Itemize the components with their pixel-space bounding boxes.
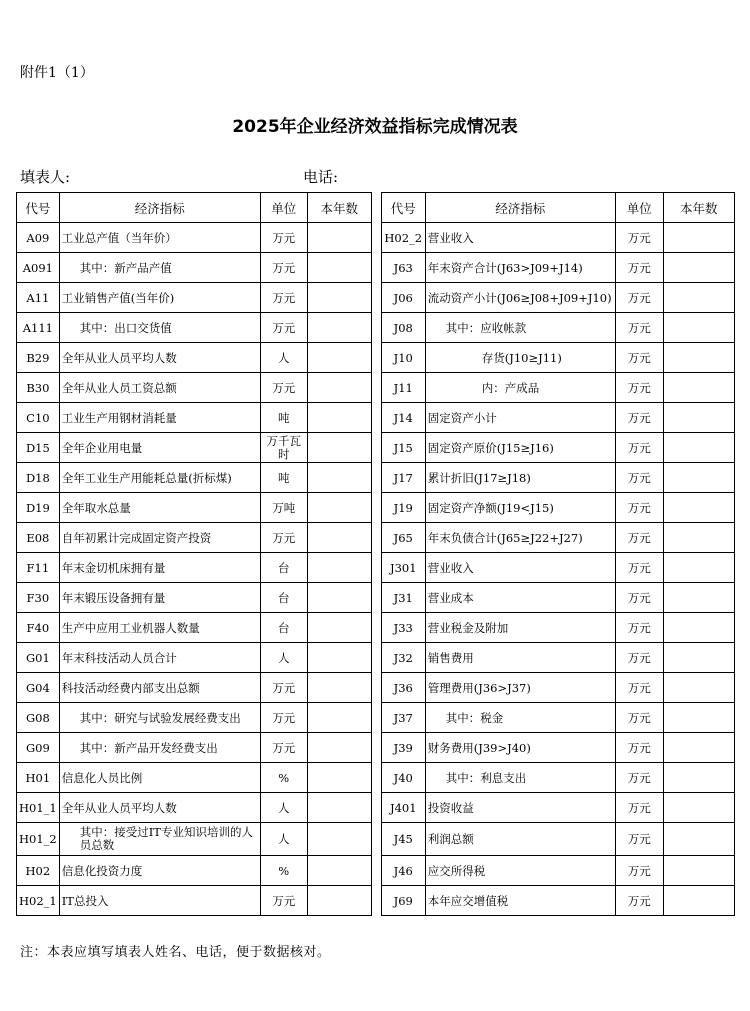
column-gap [371,523,381,553]
left-code-cell: G01 [17,643,60,673]
right-code-cell: J63 [381,253,425,283]
column-gap [371,493,381,523]
column-gap [371,823,381,856]
left-indicator-cell: 生产中应用工业机器人数量 [59,613,260,643]
left-indicator-cell: 全年企业用电量 [59,433,260,463]
right-indicator-cell: 累计折旧(J17≥J18) [425,463,615,493]
column-gap [371,463,381,493]
left-code-cell: H02_1 [17,886,60,916]
right-value-cell[interactable] [663,493,734,523]
table-row [17,283,735,313]
left-indicator-cell: 全年从业人员平均人数 [59,793,260,823]
right-indicator-cell: 其中：利息支出 [425,763,615,793]
column-gap [371,223,381,253]
table-row [17,733,735,763]
right-unit-cell: 万元 [615,643,663,673]
right-indicator-cell: 营业收入 [425,223,615,253]
left-value-cell[interactable] [307,613,371,643]
column-gap [371,673,381,703]
column-gap [371,253,381,283]
right-indicator-cell: 固定资产净额(J19<J15) [425,493,615,523]
right-indicator-cell: 存货(J10≥J11) [425,343,615,373]
left-unit-cell: 万元 [260,886,307,916]
left-code-cell: A09 [17,223,60,253]
left-code-cell: B29 [17,343,60,373]
right-value-cell[interactable] [663,283,734,313]
right-value-cell[interactable] [663,523,734,553]
left-value-cell[interactable] [307,553,371,583]
left-unit-cell: 台 [260,583,307,613]
left-code-cell: G09 [17,733,60,763]
attachment-label: 附件1（1） [20,65,94,81]
left-unit-cell: 人 [260,643,307,673]
header-indicator-right: 经济指标 [425,193,615,223]
left-value-cell[interactable] [307,643,371,673]
left-code-cell: B30 [17,373,60,403]
left-value-cell[interactable] [307,463,371,493]
left-indicator-cell: 工业销售产值(当年价) [59,283,260,313]
column-gap [371,643,381,673]
left-code-cell: F30 [17,583,60,613]
right-unit-cell: 万元 [615,403,663,433]
left-code-cell: G08 [17,703,60,733]
right-code-cell: J69 [381,886,425,916]
left-indicator-cell: 全年从业人员平均人数 [59,343,260,373]
right-indicator-cell: 财务费用(J39>J40) [425,733,615,763]
right-value-cell[interactable] [663,856,734,886]
right-unit-cell: 万元 [615,433,663,463]
right-unit-cell: 万元 [615,823,663,856]
left-indicator-cell: 年末锻压设备拥有量 [59,583,260,613]
left-code-cell: D19 [17,493,60,523]
left-unit-cell: 万元 [260,253,307,283]
table-header-row [17,193,735,223]
left-unit-cell: % [260,763,307,793]
right-indicator-cell: 其中：税金 [425,703,615,733]
right-code-cell: J401 [381,793,425,823]
left-value-cell[interactable] [307,673,371,703]
left-unit-cell: 万元 [260,673,307,703]
left-indicator-cell: 全年从业人员工资总额 [59,373,260,403]
footnote: 注：本表应填写填表人姓名、电话，便于数据核对。 [20,945,331,960]
right-code-cell: J39 [381,733,425,763]
left-code-cell: A091 [17,253,60,283]
right-indicator-cell: 固定资产小计 [425,403,615,433]
right-code-cell: J301 [381,553,425,583]
table-row [17,613,735,643]
left-value-cell[interactable] [307,493,371,523]
left-indicator-cell: 自年初累计完成固定资产投资 [59,523,260,553]
left-value-cell[interactable] [307,523,371,553]
column-gap [371,343,381,373]
right-value-cell[interactable] [663,223,734,253]
left-unit-cell: 万元 [260,733,307,763]
right-unit-cell: 万元 [615,523,663,553]
column-gap [371,886,381,916]
left-unit-cell: 万元 [260,703,307,733]
right-value-cell[interactable] [663,793,734,823]
table-row [17,373,735,403]
right-value-cell[interactable] [663,553,734,583]
right-value-cell[interactable] [663,673,734,703]
left-value-cell[interactable] [307,433,371,463]
left-unit-cell: 台 [260,613,307,643]
right-value-cell[interactable] [663,703,734,733]
left-value-cell[interactable] [307,703,371,733]
left-indicator-cell: 年末科技活动人员合计 [59,643,260,673]
header-value-right: 本年数 [663,193,734,223]
left-indicator-cell: 科技活动经费内部支出总额 [59,673,260,703]
right-code-cell: J32 [381,643,425,673]
left-indicator-cell: 其中：新产品开发经费支出 [59,733,260,763]
column-gap [371,403,381,433]
left-value-cell[interactable] [307,583,371,613]
right-unit-cell: 万元 [615,733,663,763]
left-code-cell: A111 [17,313,60,343]
right-value-cell[interactable] [663,733,734,763]
right-code-cell: J45 [381,823,425,856]
column-gap [371,763,381,793]
left-value-cell[interactable] [307,253,371,283]
left-unit-cell: 万元 [260,523,307,553]
table-row [17,673,735,703]
right-indicator-cell: 管理费用(J36>J37) [425,673,615,703]
right-unit-cell: 万元 [615,373,663,403]
right-unit-cell: 万元 [615,793,663,823]
column-gap [371,283,381,313]
right-code-cell: J06 [381,283,425,313]
left-indicator-cell: 工业总产值（当年价） [59,223,260,253]
header-value-left: 本年数 [307,193,371,223]
header-code-right: 代号 [381,193,425,223]
left-unit-cell: 吨 [260,403,307,433]
column-gap [371,193,381,223]
column-gap [371,553,381,583]
left-value-cell[interactable] [307,823,371,856]
right-code-cell: J33 [381,613,425,643]
right-value-cell[interactable] [663,463,734,493]
right-code-cell: J14 [381,403,425,433]
filler-label: 填表人: [20,168,71,186]
right-code-cell: J11 [381,373,425,403]
right-indicator-cell: 本年应交增值税 [425,886,615,916]
table-row [17,343,735,373]
column-gap [371,856,381,886]
right-code-cell: J31 [381,583,425,613]
right-code-cell: J65 [381,523,425,553]
right-indicator-cell: 应交所得税 [425,856,615,886]
table-row [17,433,735,463]
right-unit-cell: 万元 [615,343,663,373]
right-value-cell[interactable] [663,433,734,463]
table-row [17,703,735,733]
right-code-cell: H02_2 [381,223,425,253]
left-code-cell: C10 [17,403,60,433]
right-unit-cell: 万元 [615,886,663,916]
left-value-cell[interactable] [307,283,371,313]
table-row [17,856,735,886]
left-indicator-cell: 其中：研究与试验发展经费支出 [59,703,260,733]
right-unit-cell: 万元 [615,703,663,733]
indicator-table [16,192,735,916]
right-value-cell[interactable] [663,763,734,793]
left-value-cell[interactable] [307,373,371,403]
table-row [17,523,735,553]
table-row [17,793,735,823]
right-value-cell[interactable] [663,403,734,433]
right-code-cell: J15 [381,433,425,463]
left-code-cell: D18 [17,463,60,493]
left-unit-cell: % [260,856,307,886]
left-indicator-cell: 全年取水总量 [59,493,260,523]
right-unit-cell: 万元 [615,313,663,343]
right-indicator-cell: 营业收入 [425,553,615,583]
right-code-cell: J08 [381,313,425,343]
left-indicator-cell: 信息化人员比例 [59,763,260,793]
left-code-cell: F40 [17,613,60,643]
right-indicator-cell: 营业成本 [425,583,615,613]
right-value-cell[interactable] [663,373,734,403]
table-row [17,583,735,613]
left-code-cell: H01 [17,763,60,793]
header-unit-right: 单位 [615,193,663,223]
page-title: 2025年企业经济效益指标完成情况表 [232,117,518,137]
left-indicator-cell: 全年工业生产用能耗总量(折标煤) [59,463,260,493]
table-row [17,403,735,433]
column-gap [371,703,381,733]
right-code-cell: J10 [381,343,425,373]
right-indicator-cell: 流动资产小计(J06≥J08+J09+J10) [425,283,615,313]
left-value-cell[interactable] [307,343,371,373]
right-code-cell: J36 [381,673,425,703]
left-code-cell: G04 [17,673,60,703]
column-gap [371,433,381,463]
right-unit-cell: 万元 [615,763,663,793]
left-unit-cell: 吨 [260,463,307,493]
left-unit-cell: 万元 [260,223,307,253]
left-indicator-cell: 年末金切机床拥有量 [59,553,260,583]
right-code-cell: J17 [381,463,425,493]
right-unit-cell: 万元 [615,493,663,523]
left-unit-cell: 万吨 [260,493,307,523]
right-value-cell[interactable] [663,643,734,673]
right-indicator-cell: 销售费用 [425,643,615,673]
left-code-cell: E08 [17,523,60,553]
left-unit-cell: 人 [260,343,307,373]
left-value-cell[interactable] [307,223,371,253]
left-value-cell[interactable] [307,313,371,343]
right-unit-cell: 万元 [615,856,663,886]
right-code-cell: J46 [381,856,425,886]
right-unit-cell: 万元 [615,253,663,283]
phone-label: 电话: [303,168,339,186]
right-value-cell[interactable] [663,343,734,373]
right-indicator-cell: 其中：应收帐款 [425,313,615,343]
right-unit-cell: 万元 [615,673,663,703]
right-value-cell[interactable] [663,253,734,283]
right-value-cell[interactable] [663,583,734,613]
table-row [17,253,735,283]
right-code-cell: J37 [381,703,425,733]
left-unit-cell: 人 [260,823,307,856]
table-row [17,553,735,583]
right-indicator-cell: 内：产成品 [425,373,615,403]
left-code-cell: A11 [17,283,60,313]
table-row [17,643,735,673]
right-unit-cell: 万元 [615,223,663,253]
left-value-cell[interactable] [307,403,371,433]
left-value-cell[interactable] [307,886,371,916]
table-row [17,463,735,493]
left-indicator-cell: IT总投入 [59,886,260,916]
right-unit-cell: 万元 [615,583,663,613]
table-row [17,823,735,856]
left-code-cell: F11 [17,553,60,583]
left-unit-cell: 台 [260,553,307,583]
left-indicator-cell: 其中：新产品产值 [59,253,260,283]
right-unit-cell: 万元 [615,553,663,583]
left-indicator-cell: 其中：出口交货值 [59,313,260,343]
left-code-cell: H02 [17,856,60,886]
left-indicator-cell: 信息化投资力度 [59,856,260,886]
right-value-cell[interactable] [663,886,734,916]
left-unit-cell: 万千瓦时 [260,433,307,463]
left-indicator-cell: 工业生产用钢材消耗量 [59,403,260,433]
table-row [17,313,735,343]
column-gap [371,793,381,823]
table-row [17,763,735,793]
right-indicator-cell: 营业税金及附加 [425,613,615,643]
right-value-cell[interactable] [663,613,734,643]
right-unit-cell: 万元 [615,463,663,493]
right-value-cell[interactable] [663,313,734,343]
right-value-cell[interactable] [663,823,734,856]
left-unit-cell: 万元 [260,373,307,403]
column-gap [371,733,381,763]
right-unit-cell: 万元 [615,283,663,313]
column-gap [371,613,381,643]
column-gap [371,373,381,403]
right-unit-cell: 万元 [615,613,663,643]
right-indicator-cell: 利润总额 [425,823,615,856]
header-code-left: 代号 [17,193,60,223]
header-unit-left: 单位 [260,193,307,223]
right-indicator-cell: 年末资产合计(J63>J09+J14) [425,253,615,283]
table-row [17,223,735,253]
left-indicator-cell: 其中：接受过IT专业知识培训的人员总数 [59,823,260,856]
left-unit-cell: 万元 [260,313,307,343]
left-code-cell: H01_1 [17,793,60,823]
table-row [17,886,735,916]
right-indicator-cell: 固定资产原价(J15≥J16) [425,433,615,463]
right-indicator-cell: 投资收益 [425,793,615,823]
left-code-cell: D15 [17,433,60,463]
header-indicator-left: 经济指标 [59,193,260,223]
column-gap [371,583,381,613]
right-indicator-cell: 年末负债合计(J65≥J22+J27) [425,523,615,553]
left-unit-cell: 人 [260,793,307,823]
left-value-cell[interactable] [307,763,371,793]
left-code-cell: H01_2 [17,823,60,856]
left-value-cell[interactable] [307,733,371,763]
right-code-cell: J40 [381,763,425,793]
table-row [17,493,735,523]
right-code-cell: J19 [381,493,425,523]
left-value-cell[interactable] [307,856,371,886]
column-gap [371,313,381,343]
left-unit-cell: 万元 [260,283,307,313]
left-value-cell[interactable] [307,793,371,823]
